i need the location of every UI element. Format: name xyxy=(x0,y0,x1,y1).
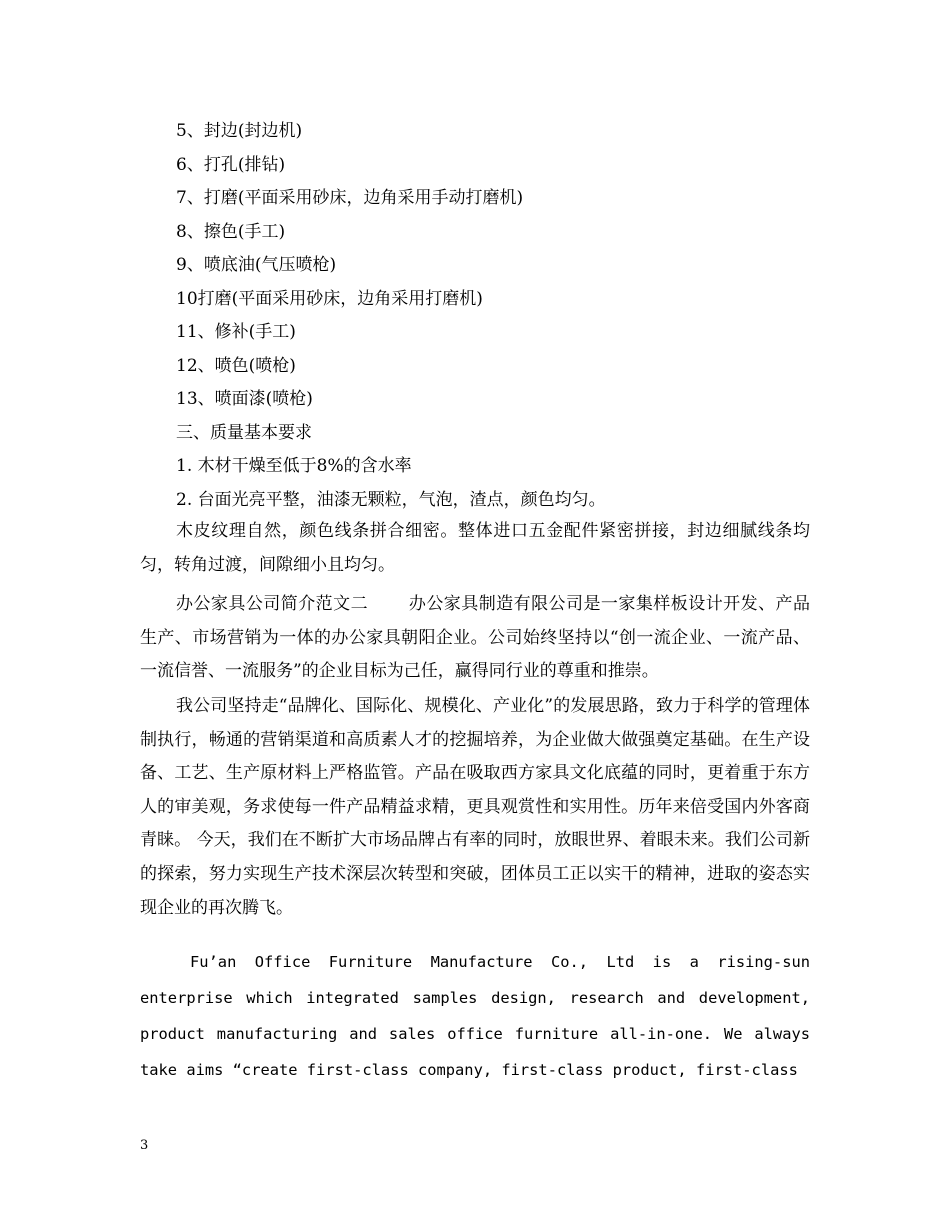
process-step-12: 12、喷色(喷枪) xyxy=(176,356,296,376)
quality-requirement-2: 2. 台面光亮平整，油漆无颗粒，气泡，渣点，颜色均匀。 xyxy=(176,490,606,510)
paragraph-company-intro: 办公家具公司简介范文二 办公家具制造有限公司是一家集样板设计开发、产品生产、市场营销为一体的办公家具朝阳企业。公司始终坚持以“创一流企业、一流产品、一流信誉、一流服务”的企业目标为己任，赢得同行业的尊重和推崇。 xyxy=(140,594,810,682)
process-step-5: 5、封边(封边机) xyxy=(176,121,303,141)
process-step-13: 13、喷面漆(喷枪) xyxy=(176,389,313,409)
process-step-6: 6、打孔(排钻) xyxy=(176,155,286,175)
process-step-10: 10打磨(平面采用砂床，边角采用打磨机) xyxy=(176,289,483,309)
section-heading-quality: 三、质量基本要求 xyxy=(176,423,312,443)
process-step-7: 7、打磨(平面采用砂床，边角采用手动打磨机) xyxy=(176,188,524,208)
process-step-11: 11、修补(手工) xyxy=(176,322,296,342)
paragraph-veneer: 木皮纹理自然，颜色线条拼合细密。整体进口五金配件紧密拼接，封边细腻线条均匀，转角过渡，间隙细小且均匀。 xyxy=(140,521,810,575)
page-number: 3 xyxy=(140,1138,149,1153)
process-step-9: 9、喷底油(气压喷枪) xyxy=(176,255,337,275)
paragraph-development: 我公司坚持走“品牌化、国际化、规模化、产业化”的发展思路，致力于科学的管理体制执行，畅通的营销渠道和高质素人才的挖掘培养，为企业做大做强奠定基础。在生产设备、工艺、生产原材料上严格监管。产品在吸取西方家具文化底蕴的同时，更着重于东方人的审美观，务求使每一件产品精益求精，更具观赏性和实用性。历年来倍受国内外客商青睐。 今天，我们在不断扩大市场品牌占有率的同时，放眼世界、着眼未来。我们公司新的探索，努力实现生产技术深层次转型和突破，团体员工正以实干的精神，进取的姿态实现企业的再次腾飞。 xyxy=(140,696,810,918)
process-step-8: 8、擦色(手工) xyxy=(176,222,286,242)
quality-requirement-1: 1. 木材干燥至低于8%的含水率 xyxy=(176,456,412,476)
paragraph-english-intro: Fu’an Office Furniture Manufacture Co., Ltd is a rising-sun enterprise which integrated samples design, research and development, product manufacturing and sales office furniture all-in-one. We always take aims “create first-class company, first-class product, first-class xyxy=(140,953,810,1079)
